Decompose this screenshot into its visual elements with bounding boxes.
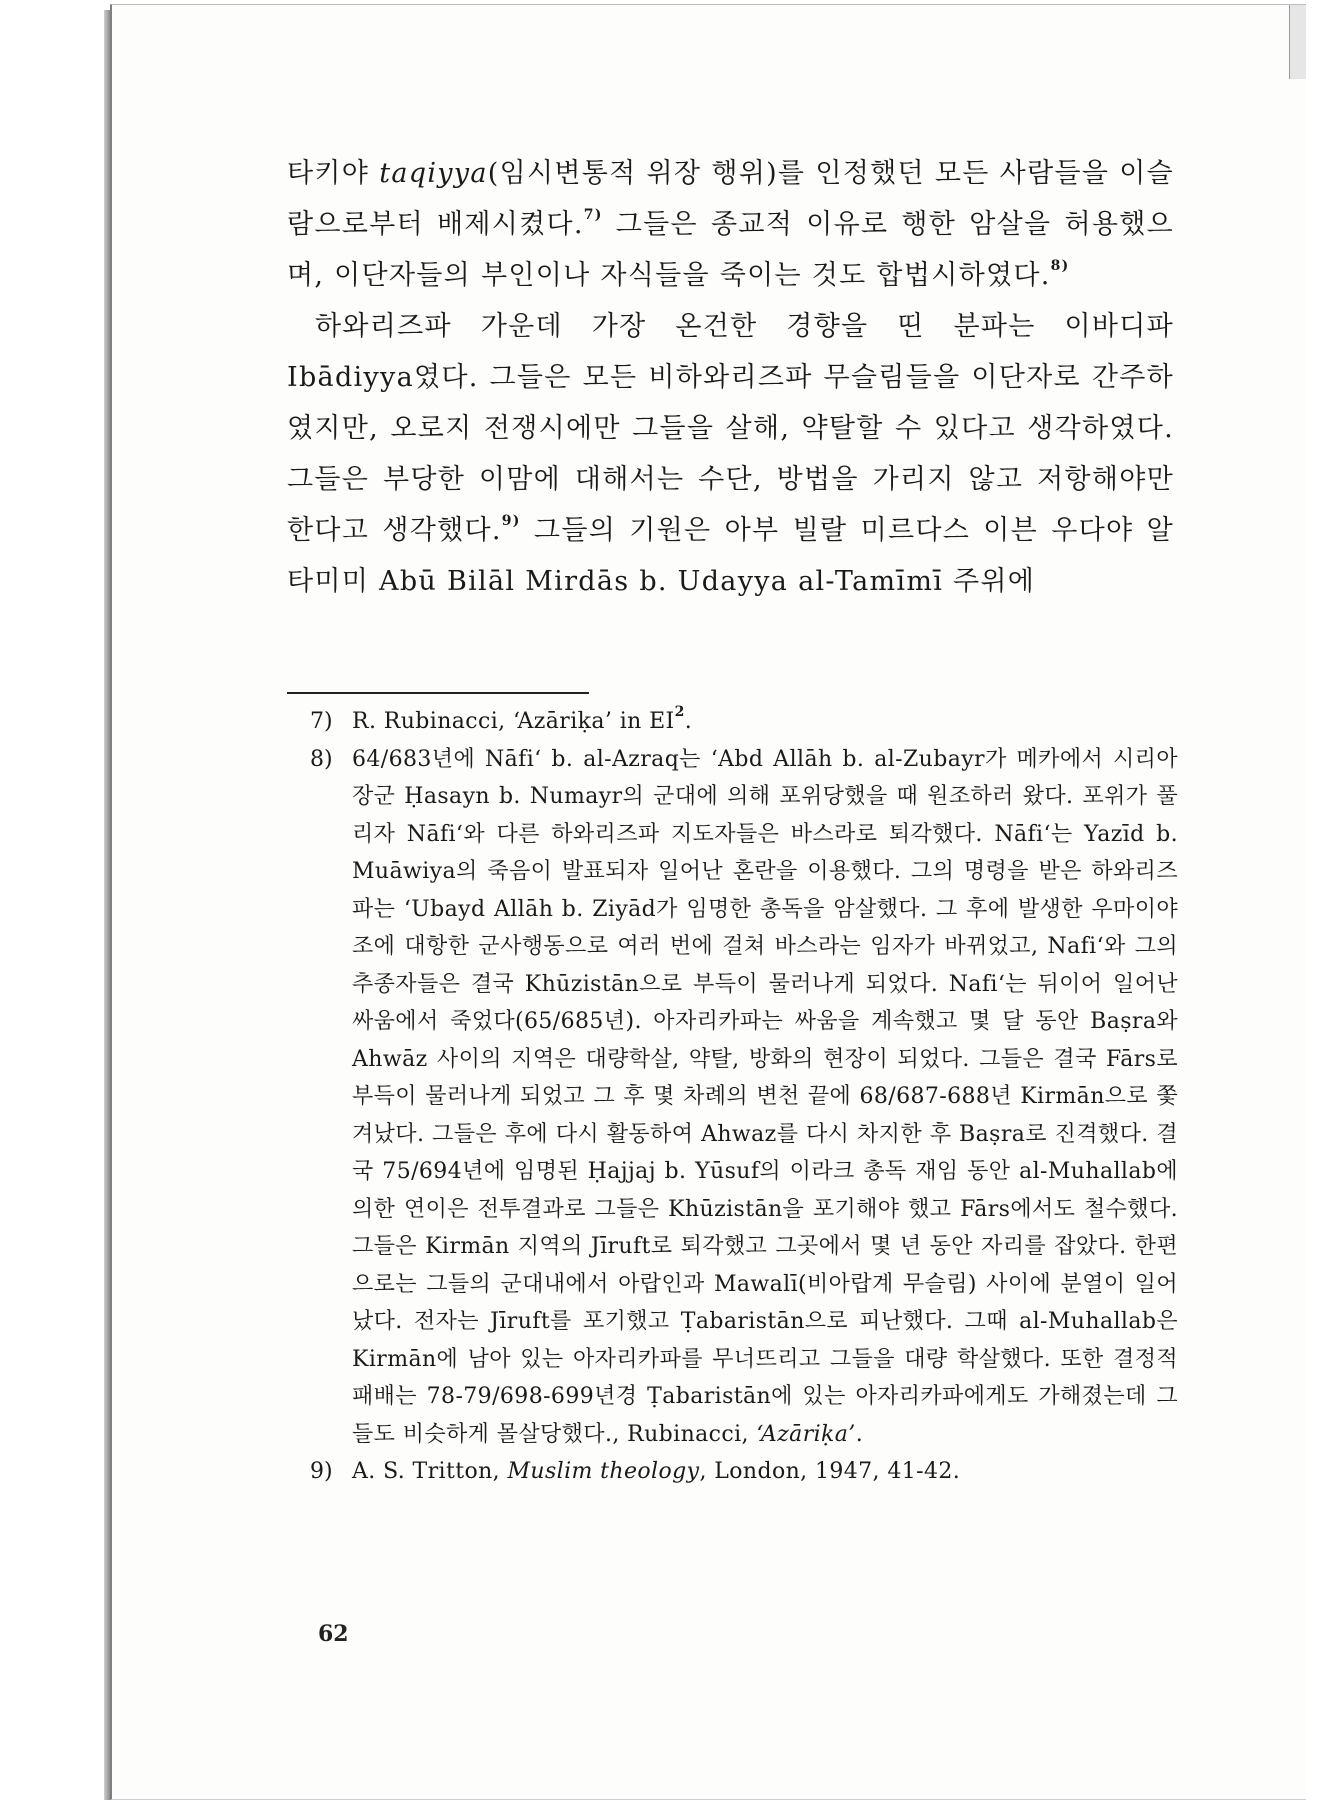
footnote-number: 7): [310, 709, 333, 734]
body-text: [287, 148, 1174, 607]
term-taqiyya: taqiyya: [379, 158, 488, 189]
footnote-ref-9[interactable]: 9): [501, 513, 521, 529]
footnote-body: R. Rubinacci, ‘Azāriḳa’ in $EI^2$.: [352, 703, 693, 734]
footnote-7: [310, 703, 1178, 741]
footnote-ref-7[interactable]: 7): [583, 207, 603, 223]
page-number: 62: [318, 1621, 349, 1647]
footnote-8: [310, 741, 1178, 1454]
paragraph-2: 하와리즈파 가운데 가장 온건한 경향을 띤 분파는 이바디파 Ibādiyya였다. 그들은 모든 비하와리즈파 무슬림들을 이단자로 간주하였지만, 오로지 전쟁시에만 그들을 살해, 약탈할 수 있다고 생각하였다. 그들은 부당한 이맘에 대해서는 수단, 방법을 가리지 않고 저항해야만 한다고 생각했다.$^{9)}$ 그들의 기원은 아부 빌랄 미르다스 이븐 우다야 알 타미미 Abū Bilāl Mirdās b. Udayya al-Tamīmī 주위에: [287, 311, 1174, 597]
footnote-body: 64/683년에 Nāfi‘ b. al-Azraq는 ‘Abd Allāh b. al-Zubayr가 메카에서 시리아 장군 Ḥasayn b. Numayr의 군대에 의해 포위당했을 때 원조하러 왔다. 포위가 풀리자 Nāfi‘와 다른 하와리즈파 지도자들은 바스라로 퇴각했다. Nāfi‘는 Yazīd b. Muāwiya의 죽음이 발표되자 일어난 혼란을 이용했다. 그의 명령을 받은 하와리즈파는 ‘Ubayd Allāh b. Ziyād가 임명한 총독을 암살했다. 그 후에 발생한 우마이야조에 대항한 군사행동으로 여러 번에 걸쳐 바스라는 임자가 바뀌었고, Nafi‘와 그의 추종자들은 결국 Khūzistān으로 부득이 물러나게 되었다. Nafi‘는 뒤이어 일어난 싸움에서 죽었다(65/685년). 아자리카파는 싸움을 계속했고 몇 달 동안 Baṣra와 Ahwāz 사이의 지역은 대량학살, 약탈, 방화의 현장이 되었다. 그들은 결국 Fārs로 부득이 물러나게 되었고 그 후 몇 차례의 변천 끝에 68/687-688년 Kirmān으로 쫓겨났다. 그들은 후에 다시 활동하여 Ahwaz를 다시 차지한 후 Baṣra로 진격했다. 결국 75/694년에 임명된 Ḥajjaj b. Yūsuf의 이라크 총독 재임 동안 al-Muhallab에 의한 연이은 전투결과로 그들은 Khūzistān을 포기해야 했고 Fārs에서도 철수했다. 그들은 Kirmān 지역의 Jīruft로 퇴각했고 그곳에서 몇 년 동안 자리를 잡았다. 한편으로는 그들의 군대내에서 아랍인과 Mawalī(비아랍계 무슬림) 사이에 분열이 일어났다. 전자는 Jīruft를 포기했고 Ṭabaristān으로 피난했다. 그때 al-Muhallab은 Kirmān에 남아 있는 아자리카파를 무너뜨리고 그들을 대량 학살했다. 또한 결정적 패배는 78-79/698-699년경 Ṭabaristān에 있는 아자리카파에게도 가해졌는데 그들도 비슷하게 몰살당했다., Rubinacci, ‘Azāriḳa’.: [352, 746, 1178, 1447]
paragraph-1: 타키야 taqiyya(임시변통적 위장 행위)를 인정했던 모든 사람들을 이슬람으로부터 배제시켰다.$^{7)}$ 그들은 종교적 이유로 행한 암살을 허용했으며, 이단자들의 부인이나 자식들을 죽이는 것도 합법시하였다.$^{8)}$: [287, 158, 1175, 291]
footnote-9: [310, 1453, 1178, 1491]
footnote-separator: [287, 692, 589, 694]
footnote-number: 9): [310, 1459, 333, 1484]
footnote-ref-8[interactable]: 8): [1050, 258, 1070, 274]
page-corner: [1289, 5, 1306, 79]
footnote-number: 8): [310, 746, 333, 772]
footnotes: [310, 703, 1178, 1491]
footnote-body: A. S. Tritton, Muslim theology, London, 1947, 41-42.: [352, 1459, 961, 1484]
